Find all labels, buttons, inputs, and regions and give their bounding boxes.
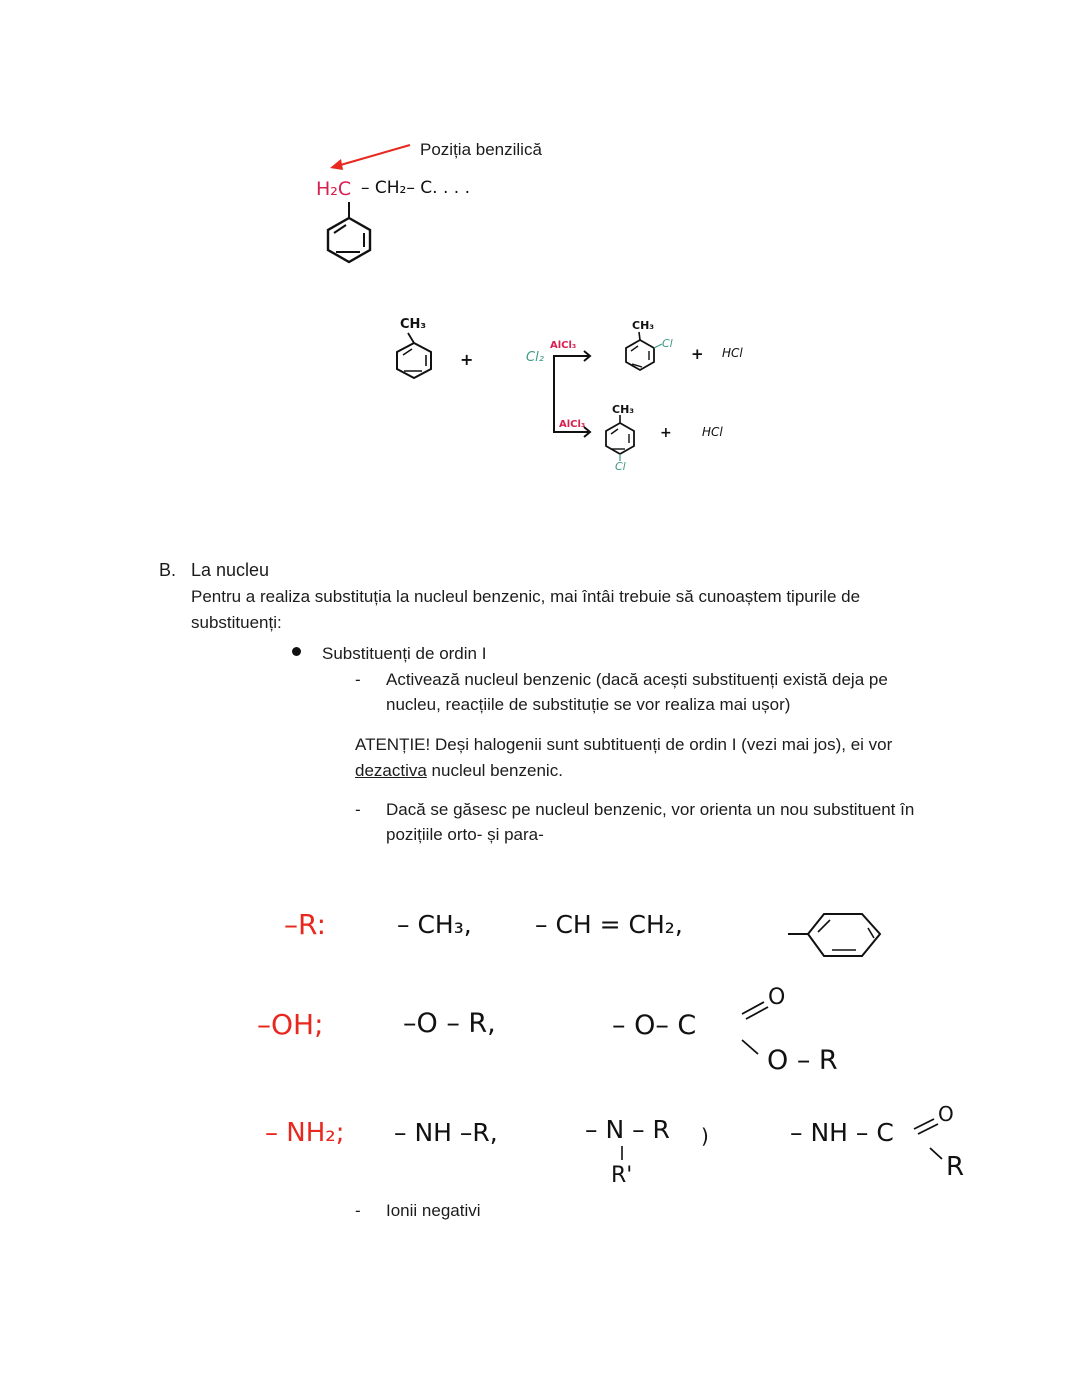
comma-separator: ) [701, 1124, 709, 1148]
chain-formula: – CH₂– C. . . . [361, 178, 470, 198]
benzylic-label: Poziția benzilică [420, 140, 542, 159]
para-chlorotoluene-ring-icon [600, 415, 640, 465]
catalyst-top: AlCl₃ [550, 340, 577, 351]
plus-sign-top: + [691, 345, 704, 363]
ester-o-c: – O– C [612, 1010, 697, 1041]
product-bottom-ch3: CH₃ [612, 403, 635, 416]
amide-double-bond-icon [912, 1115, 940, 1135]
product-top-cl: Cl [662, 337, 673, 350]
ester-carbonyl-o: O [768, 985, 786, 1010]
reagent-cl2: Cl₂ [526, 350, 544, 365]
label-r: –R: [284, 908, 327, 941]
orients-line-1: Dacă se găsesc pe nucleul benzenic, vor orienta un nou substituent în [386, 800, 915, 819]
catalyst-bottom: AlCl₃ [559, 419, 586, 430]
dash-marker-3: - [355, 1201, 361, 1220]
branch-arrow-icon [550, 350, 595, 435]
red-arrow-icon [325, 140, 415, 175]
ester-o-r: O – R [767, 1045, 838, 1076]
vinyl: – CH = CH₂, [535, 910, 683, 939]
product-top-ch3: CH₃ [632, 319, 655, 332]
orients-line-2: pozițiile orto- și para- [386, 825, 544, 844]
ether: –O – R, [403, 1008, 496, 1039]
activates-line-1: Activează nucleul benzenic (dacă acești substituenți există deja pe [386, 670, 888, 689]
section-letter: B. [159, 560, 177, 580]
tertiary-amine-r-prime: R' [611, 1163, 633, 1188]
dash-marker-2: - [355, 800, 361, 819]
amide-carbonyl-o: O [938, 1102, 954, 1126]
byproduct-top-hcl: HCl [722, 346, 743, 360]
byproduct-bottom-hcl: HCl [702, 425, 723, 439]
activates-line-2: nucleu, reacțiile de substituție se vor realiza mai ușor) [386, 695, 791, 714]
bullet-icon [292, 647, 301, 656]
amide-single-bond-icon [928, 1146, 948, 1164]
amide-r: R [946, 1152, 965, 1182]
benzene-ring-icon [322, 200, 378, 264]
phenyl-ring-icon [786, 908, 886, 964]
plus-sign-bottom: + [660, 425, 672, 441]
double-bond-icon [740, 998, 770, 1020]
bullet-substituents-order-1: Substituenți de ordin I [322, 644, 487, 663]
amide-nh-c: – NH – C [790, 1118, 894, 1147]
product-bottom-cl: Cl [615, 460, 626, 473]
warning-line-2 [355, 758, 563, 784]
label-oh: –OH; [257, 1008, 324, 1041]
label-nh2: – NH₂; [265, 1118, 345, 1148]
warning-line-1: ATENȚIE! Deși halogenii sunt subtituenți de ordin I (vezi mai jos), ei vor [355, 735, 893, 754]
tertiary-amine: – N – R [585, 1115, 670, 1144]
vertical-bond-icon [620, 1146, 624, 1162]
plus-sign: + [460, 350, 474, 369]
section-heading: La nucleu [191, 560, 270, 580]
negative-ions: Ionii negativi [386, 1201, 481, 1220]
methyl: – CH₃, [397, 910, 472, 939]
toluene-ring-icon [394, 333, 438, 383]
dezactiva-underlined: dezactiva [355, 761, 427, 780]
dash-marker-1: - [355, 670, 361, 689]
secondary-amine: – NH –R, [394, 1118, 498, 1147]
intro-line-2: substituenți: [191, 613, 282, 632]
h2c-formula: H₂C [316, 178, 352, 200]
warning-rest: nucleul benzenic. [426, 761, 563, 780]
single-bond-icon [740, 1038, 764, 1058]
intro-line-1: Pentru a realiza substituția la nucleul benzenic, mai întâi trebuie să cunoaștem tipurile de [191, 587, 861, 606]
reactant-ch3: CH₃ [400, 317, 427, 332]
